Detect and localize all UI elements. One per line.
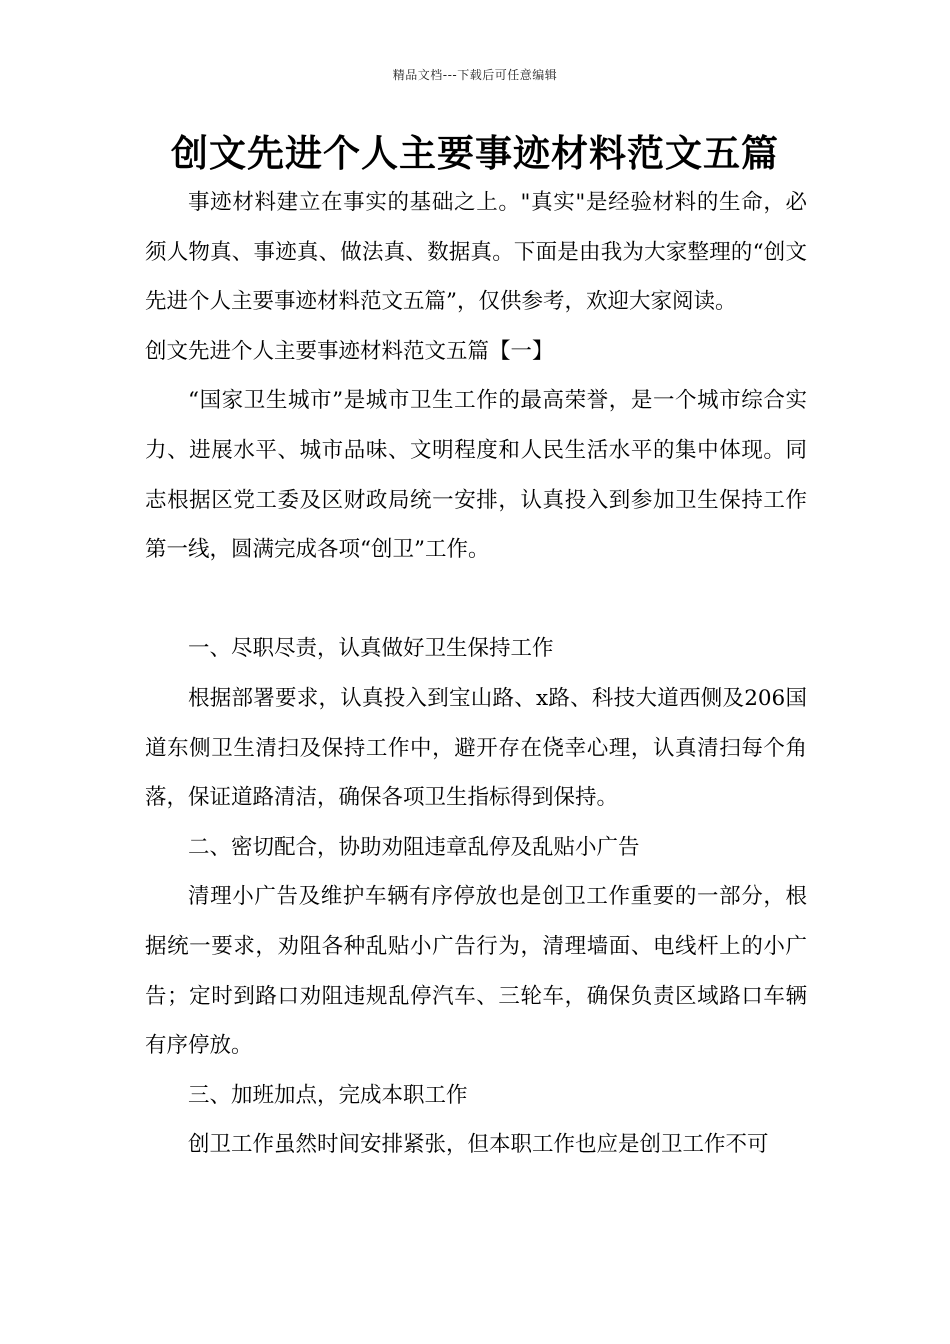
subheading: 一、尽职尽责，认真做好卫生保持工作 xyxy=(188,636,554,662)
section-heading: 创文先进个人主要事迹材料范文五篇【一】 xyxy=(145,338,554,364)
paragraph-spacer xyxy=(145,575,807,625)
document-title: 创文先进个人主要事迹材料范文五篇 xyxy=(171,132,779,175)
header-note: 精品文档---下载后可任意编辑 xyxy=(392,68,558,82)
document-body xyxy=(145,178,807,1170)
body-paragraph: “国家卫生城市”是城市卫生工作的最高荣誉，是一个城市综合实力、进展水平、城市品味、文明程度和人民生活水平的集中体现。同志根据区党工委及区财政局统一安排，认真投入到参加卫生保持工作第一线，圆满完成各项“创卫”工作。 xyxy=(145,388,807,563)
subheading: 二、密切配合，协助劝阻违章乱停及乱贴小广告 xyxy=(188,834,640,860)
body-paragraph: 创卫工作虽然时间安排紧张，但本职工作也应是创卫工作不可 xyxy=(188,1132,769,1158)
subheading: 三、加班加点，完成本职工作 xyxy=(188,1082,468,1108)
intro-paragraph: 事迹材料建立在事实的基础之上。"真实"是经验材料的生命，必须人物真、事迹真、做法真、数据真。下面是由我为大家整理的“创文先进个人主要事迹材料范文五篇”，仅供参考，欢迎大家阅读。 xyxy=(145,190,807,315)
body-paragraph: 根据部署要求，认真投入到宝山路、x路、科技大道西侧及206国道东侧卫生清扫及保持工作中，避开存在侥幸心理，认真清扫每个角落，保证道路清洁，确保各项卫生指标得到保持。 xyxy=(145,685,807,811)
body-paragraph: 清理小广告及维护车辆有序停放也是创卫工作重要的一部分，根据统一要求，劝阻各种乱贴小广告行为，清理墙面、电线杆上的小广告；定时到路口劝阻违规乱停汽车、三轮车，确保负责区域路口车辆有序停放。 xyxy=(145,884,807,1059)
